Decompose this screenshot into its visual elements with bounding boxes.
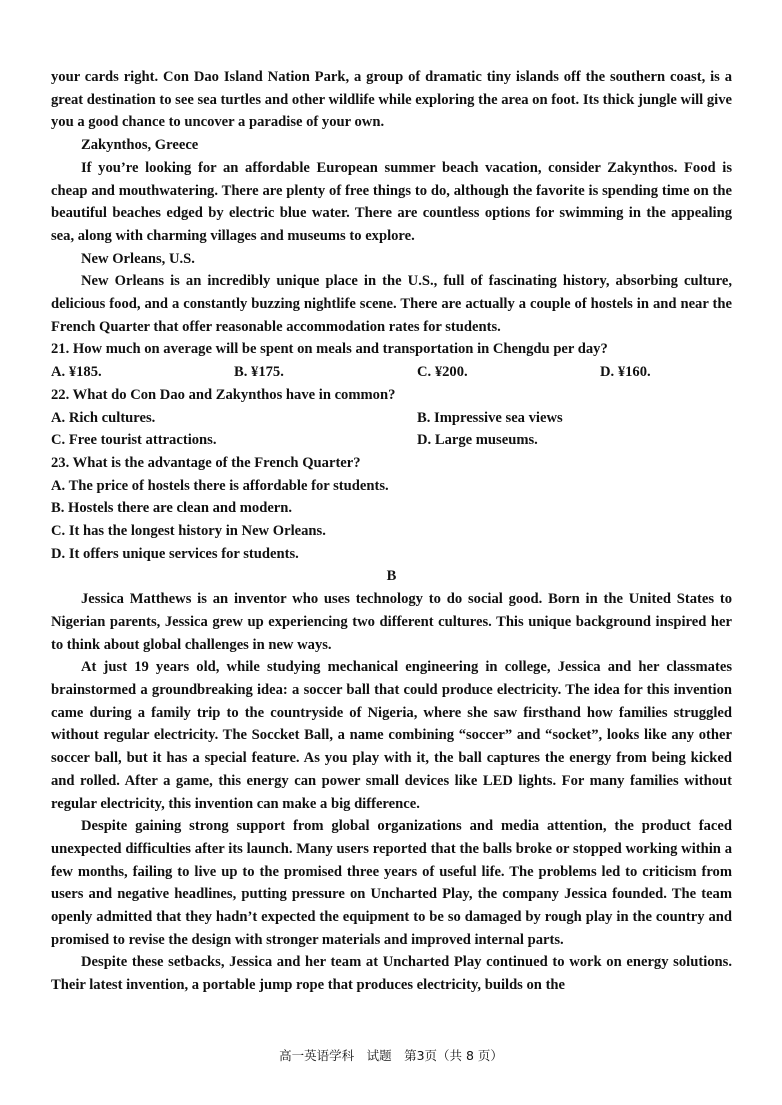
passage-b-paragraph-1: Jessica Matthews is an inventor who uses technology to do social good. Born in the United States to Nigerian parents, Jessica grew up experiencing two different cultures. This unique background inspired her to think about global challenges in new ways. [51,591,732,653]
option-c: C. It has the longest history in New Orleans. [51,523,326,540]
paragraph-new-orleans: New Orleans is an incredibly unique place in the U.S., full of fascinating history, absorbing culture, delicious food, and a constantly buzzing nightlife scene. There are actually a couple of hostels in and near the French Quarter that offer reasonable accommodation rates for students. [51,273,732,335]
option-d: D. It offers unique services for students. [51,545,299,562]
question-22-options-row-2 [51,429,732,452]
option-a: A. Rich cultures. [51,409,156,426]
option-b: B. ¥175. [234,364,284,381]
paragraph-con-dao: your cards right. Con Dao Island Nation Park, a group of dramatic tiny islands off the southern coast, is a great destination to see sea turtles and other wildlife while exploring the area on foot. Its thick jungle will give you a good chance to uncover a paradise of your own. [51,69,733,131]
option-d: D. Large museums. [417,432,538,449]
passage-b-paragraph-3: Despite gaining strong support from global organizations and media attention, the product faced unexpected difficulties after its launch. Many users reported that the balls broke or stopped working within a few months, failing to live up to the promised three years of useful life. The problems led to criticism from users and negative headlines, putting pressure on Uncharted Play, the company Jessica founded. The team openly admitted that they hadn’t expected the equipment to be so damaged by rough play in the country and promised to revise the design with stronger materials and improved internal parts. [51,818,732,948]
option-b: B. Hostels there are clean and modern. [51,500,293,517]
option-c: C. ¥200. [417,364,468,381]
question-22-stem: 22. What do Con Dao and Zakynthos have in common? [51,386,396,403]
option-d: D. ¥160. [600,364,651,381]
heading-zakynthos: Zakynthos, Greece [81,137,199,154]
question-21-stem: 21. How much on average will be spent on meals and transportation in Chengdu per day? [51,341,608,358]
option-c: C. Free tourist attractions. [51,432,217,449]
question-22-options-row-1 [51,407,732,430]
passage-b-label: B [386,568,397,585]
option-a: A. ¥185. [51,364,102,381]
paragraph-zakynthos: If you’re looking for an affordable European summer beach vacation, consider Zakynthos. Food is cheap and mouthwatering. There are plenty of free things to do, although the favorite is spending time on the beautiful beaches edged by electric blue water. There are countless options for swimming in the appealing sea, along with charming villages and museums to explore. [51,159,732,244]
passage-b-paragraph-4: Despite these setbacks, Jessica and her team at Uncharted Play continued to work on energy solutions. Their latest invention, a portable jump rope that produces electricity, builds on the [51,954,732,994]
exam-page [51,66,732,997]
option-a: A. The price of hostels there is affordable for students. [51,477,389,494]
question-21-options [51,361,732,384]
option-b: B. Impressive sea views [417,409,563,426]
passage-b-paragraph-2: At just 19 years old, while studying mechanical engineering in college, Jessica and her classmates brainstormed a groundbreaking idea: a soccer ball that could produce electricity. The idea for this invention came during a family trip to the countryside of Nigeria, where she saw firsthand how families struggled without regular electricity. The Soccket Ball, a name combining “soccer” and “socket”, looks like any other soccer ball, but it has a special feature. As you play with it, the ball captures the energy from being kicked and rolled. After a game, this energy can power small devices like LED lights. For many families without regular electricity, this invention can make a big difference. [51,659,732,812]
question-23-stem: 23. What is the advantage of the French Quarter? [51,454,361,471]
heading-new-orleans: New Orleans, U.S. [81,250,195,267]
page-footer: 高一英语学科 试题 第3页（共 8 页） [279,1048,503,1063]
